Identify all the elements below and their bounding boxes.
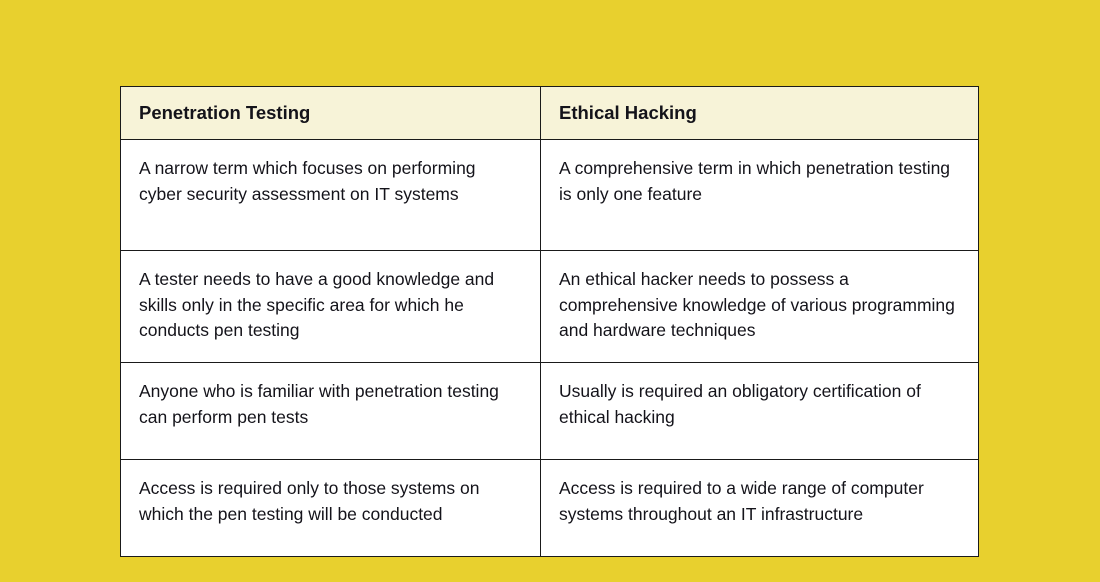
table-row <box>121 363 979 460</box>
table-row <box>121 251 979 363</box>
table-cell: A comprehensive term in which penetration testing is only one feature <box>541 140 979 251</box>
table-body <box>121 140 979 557</box>
comparison-table <box>120 86 979 557</box>
table-header-row <box>121 87 979 140</box>
column-header-penetration-testing: Penetration Testing <box>121 87 541 140</box>
table-cell: Access is required only to those systems on which the pen testing will be conducted <box>121 460 541 557</box>
column-header-ethical-hacking: Ethical Hacking <box>541 87 979 140</box>
table-cell: An ethical hacker needs to possess a comprehensive knowledge of various programming and hardware techniques <box>541 251 979 363</box>
table-cell: Anyone who is familiar with penetration testing can perform pen tests <box>121 363 541 460</box>
table-header <box>121 87 979 140</box>
table-row <box>121 140 979 251</box>
table-row <box>121 460 979 557</box>
comparison-table-container <box>120 86 978 557</box>
table-cell: A narrow term which focuses on performing cyber security assessment on IT systems <box>121 140 541 251</box>
table-cell: Access is required to a wide range of computer systems throughout an IT infrastructure <box>541 460 979 557</box>
table-cell: Usually is required an obligatory certification of ethical hacking <box>541 363 979 460</box>
table-cell: A tester needs to have a good knowledge and skills only in the specific area for which he conducts pen testing <box>121 251 541 363</box>
